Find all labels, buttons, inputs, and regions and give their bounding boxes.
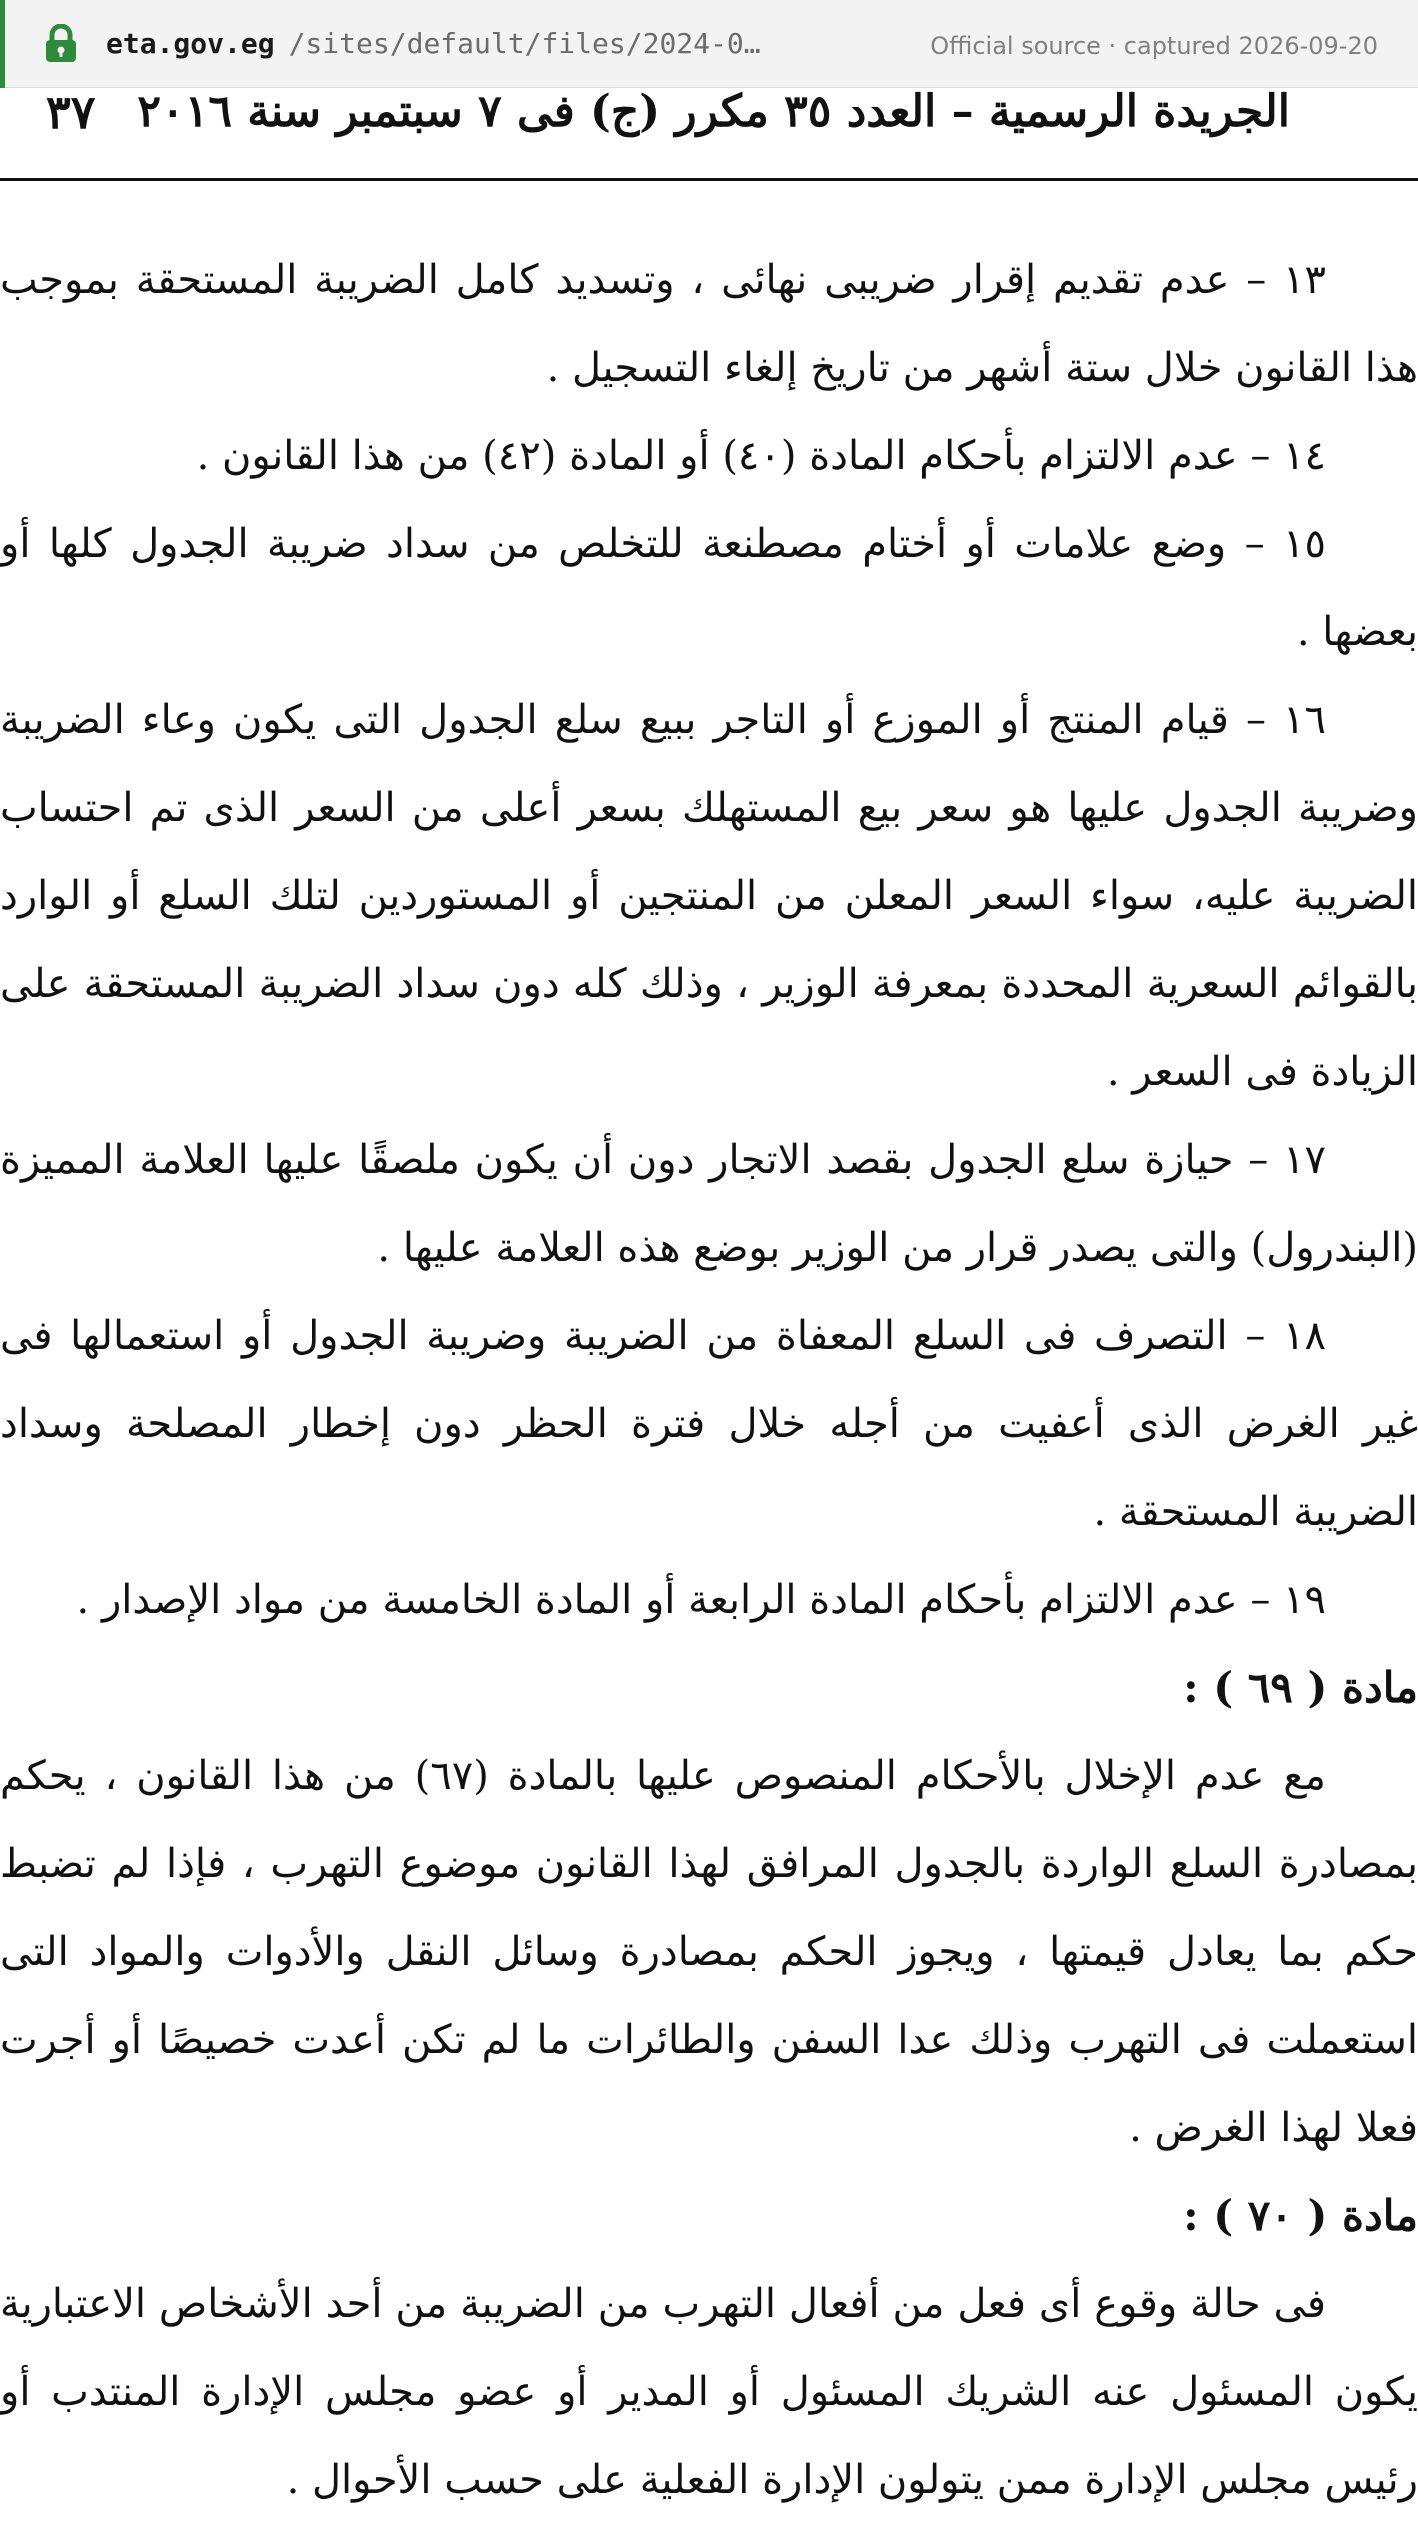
item-text: عدم الالتزام بأحكام المادة (٤٠) أو المادة (٤٢) من هذا القانون . [196,433,1238,479]
item-text: عدم تقديم إقرار ضريبى نهائى ، وتسديد كامل الضريبة المستحقة بموجب هذا القانون خلال ستة أشهر من تاريخ إلغاء التسجيل . [0,257,1418,391]
list-item [0,236,1418,412]
list-item [0,1116,1418,1292]
item-text: التصرف فى السلع المعفاة من الضريبة وضريبة الجدول أو استعمالها فى غير الغرض الذى أعفيت من أجله خلال فترة الحظر دون إخطار المصلحة وسداد الضريبة المستحقة . [0,1313,1418,1535]
list-item [0,500,1418,676]
item-text: حيازة سلع الجدول بقصد الاتجار دون أن يكون ملصقًا عليها العلامة المميزة (البندرول) والتى يصدر قرار من الوزير بوضع هذه العلامة عليها . [0,1137,1418,1271]
item-text: عدم الالتزام بأحكام المادة الرابعة أو المادة الخامسة من مواد الإصدار . [76,1577,1238,1623]
item-number: ١٤ – [1250,433,1326,479]
article-70-text: فى حالة وقوع أى فعل من أفعال التهرب من الضريبة من أحد الأشخاص الاعتبارية يكون المسئول عنه الشريك المسئول أو المدير أو عضو مجلس الإدارة المنتدب أو رئيس مجلس الإدارة ممن يتولون الإدارة الفعلية على حسب الأحوال . [0,2281,1418,2503]
list-item [0,1556,1418,1644]
list-item [0,676,1418,1116]
item-number: ١٨ – [1245,1313,1326,1359]
item-text: وضع علامات أو أختام مصطنعة للتخلص من سداد ضريبة الجدول كلها أو بعضها . [0,521,1418,655]
item-number: ١٥ – [1244,521,1326,567]
url-path: /sites/default/files/2024-0… [288,27,761,60]
address-bar[interactable] [0,0,1418,88]
list-item [0,1292,1418,1556]
item-number: ١٩ – [1250,1577,1326,1623]
header-divider [0,178,1418,181]
source-caption: Official source · captured 2026-09-20 [930,32,1378,60]
article-70-title: مادة ( ٧٠ ) : [1183,2191,1418,2240]
item-number: ١٣ – [1246,257,1326,303]
gazette-header: الجريدة الرسمية – العدد ٣٥ مكرر (ج) فى ٧ سبتمبر سنة ٢٠١٦ [137,86,1290,137]
secure-accent-bar [0,0,5,88]
lock-icon [44,24,78,64]
page-number: ٣٧ [46,85,96,139]
item-text: قيام المنتج أو الموزع أو التاجر ببيع سلع الجدول التى يكون وعاء الضريبة وضريبة الجدول عليها هو سعر بيع المستهلك بسعر أعلى من السعر الذى تم احتساب الضريبة عليه، سواء السعر المعلن من المنتجين أو المستوردين لتلك السلع أو الوارد بالقوائم السعرية المحددة بمعرفة الوزير ، وذلك كله دون سداد الضريبة المستحقة على الزيادة فى السعر . [0,697,1418,1095]
article-69-text: مع عدم الإخلال بالأحكام المنصوص عليها بالمادة (٦٧) من هذا القانون ، يحكم بمصادرة السلع الواردة بالجدول المرافق لهذا القانون موضوع التهرب ، فإذا لم تضبط حكم بما يعادل قيمتها ، ويجوز الحكم بمصادرة وسائل النقل والأدوات والمواد التى استعملت فى التهرب وذلك عدا السفن والطائرات ما لم تكن أعدت خصيصًا أو أجرت فعلا لهذا الغرض . [0,1753,1418,2151]
item-number: ١٦ – [1245,697,1326,743]
document-body [0,236,1418,2524]
article-69-title: مادة ( ٦٩ ) : [1183,1663,1418,1712]
item-number: ١٧ – [1248,1137,1327,1183]
url-domain: eta.gov.eg [106,27,275,60]
list-item [0,412,1418,500]
url-text[interactable] [106,24,761,64]
